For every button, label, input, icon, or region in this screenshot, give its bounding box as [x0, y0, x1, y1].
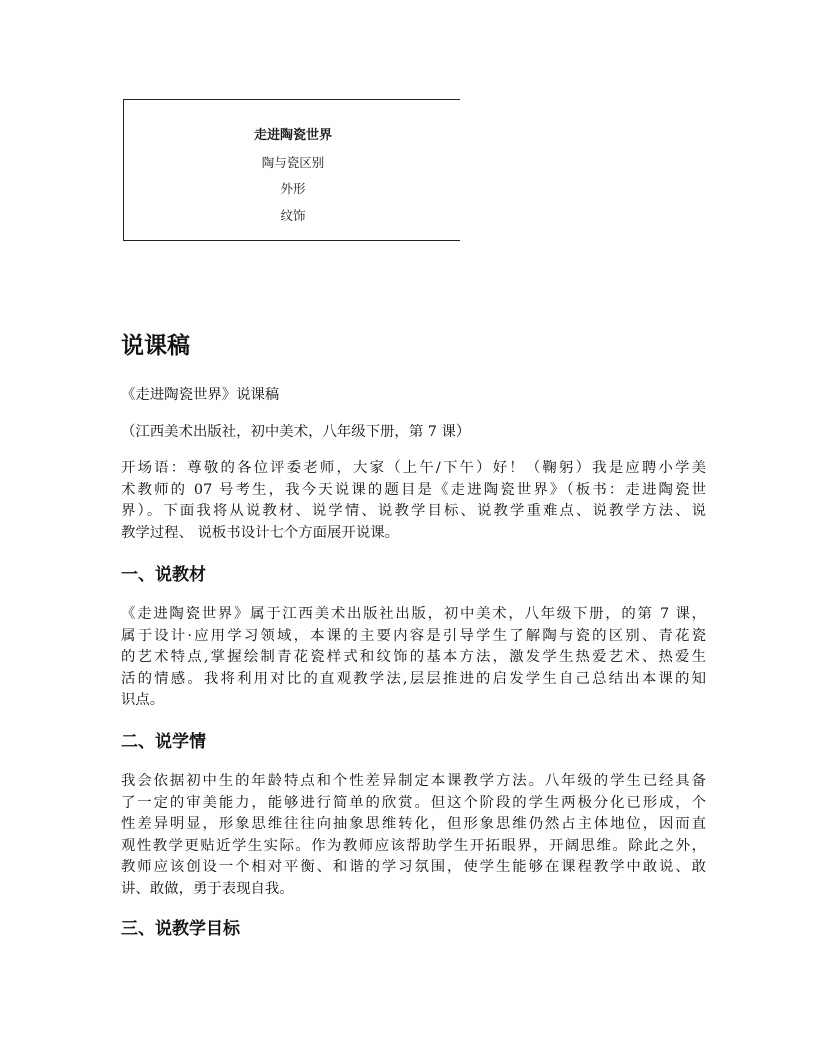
paragraph-line: 教学过程、 说板书设计七个方面展开说课。 [121, 524, 399, 541]
document-subtitle: 《走进陶瓷世界》说课稿 [121, 387, 280, 403]
section-heading-textbook: 一、说教材 [121, 565, 206, 585]
paragraph-line: 了一定的审美能力，能够进行简单的欣赏。但这个阶段的学生两极分化已形成，个 [121, 794, 706, 811]
paragraph-line: 我会依据初中生的年龄特点和个性差异制定本课教学方法。八年级的学生已经具备 [121, 773, 706, 789]
paragraph-line: 《走进陶瓷世界》属于江西美术出版社出版，初中美术，八年级下册，的第 7 课， [121, 606, 706, 622]
blackboard-line: 外形 [280, 181, 306, 196]
paragraph-line: 性差异明显，形象思维往往向抽象思维转化，但形象思维仍然占主体地位，因而直 [121, 816, 706, 832]
publisher-note: （江西美术出版社，初中美术，八年级下册，第 7 课） [121, 424, 471, 440]
blackboard-design-box [123, 99, 460, 241]
blackboard-line: 纹饰 [280, 208, 306, 223]
paragraph-line: 术教师的 07 号考生，我今天说课的题目是《走进陶瓷世界》（板书：走进陶瓷世 [121, 481, 706, 498]
paragraph-line: 界）。下面我将从说教材、说学情、说教学目标、说教学重难点、说教学方法、说 [121, 503, 706, 519]
blackboard-title: 走进陶瓷世界 [253, 128, 332, 143]
paragraph-line: 活的情感。我将利用对比的直观教学法,层层推进的启发学生自己总结出本课的知 [121, 670, 706, 687]
section-heading-objectives: 三、说教学目标 [121, 919, 240, 939]
section-paragraph-textbook [121, 604, 706, 712]
opening-paragraph [121, 458, 706, 544]
section-heading-students: 二、说学情 [121, 732, 206, 752]
paragraph-line: 讲、敢做，勇于表现自我。 [121, 880, 294, 897]
paragraph-line: 属于设计·应用学习领域，本课的主要内容是引导学生了解陶与瓷的区别、青花瓷 [121, 627, 706, 644]
paragraph-line: 的艺术特点,掌握绘制青花瓷样式和纹饰的基本方法，激发学生热爱艺术、热爱生 [121, 649, 706, 665]
paragraph-line: 教师应该创设一个相对平衡、和谐的学习氛围，使学生能够在课程教学中敢说、敢 [121, 859, 706, 875]
paragraph-line: 识点。 [121, 692, 165, 708]
document-title: 说课稿 [121, 333, 190, 359]
paragraph-line: 观性教学更贴近学生实际。作为教师应该帮助学生开拓眼界，开阔思维。除此之外， [121, 837, 706, 854]
paragraph-line: 开场语：尊敬的各位评委老师，大家（上午/下午）好！（鞠躬）我是应聘小学美 [121, 460, 706, 476]
blackboard-line: 陶与瓷区别 [261, 155, 325, 170]
section-paragraph-students [121, 771, 706, 900]
